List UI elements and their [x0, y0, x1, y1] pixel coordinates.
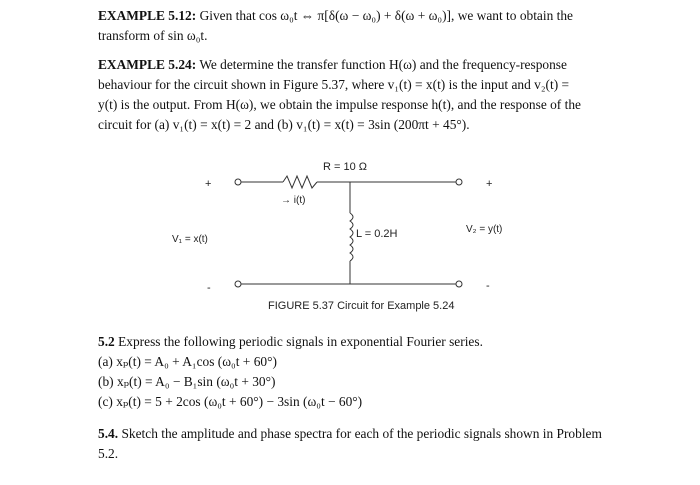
input-plus-sign: + [205, 178, 212, 190]
problem-5-4-heading: 5.4. [98, 426, 119, 441]
figure-caption: FIGURE 5.37 Circuit for Example 5.24 [268, 300, 455, 312]
terminal-bottom-right [456, 281, 462, 287]
problem-5-2-heading: 5.2 [98, 334, 115, 349]
example-5-24-line-4: circuit for (a) v₁(t) = x(t) = 2 and (b) v₁(t) = x(t) = 3sin (200πt + 45°). [98, 117, 470, 132]
current-label: → i(t) [281, 195, 306, 206]
resistor-label: R = 10 Ω [323, 161, 367, 173]
example-5-12-line-1: Given that cos ω₀t ⇔ π[δ(ω − ω₀) + δ(ω + ω₀)], we want to obtain the [199, 8, 573, 23]
output-minus-sign: - [486, 280, 490, 292]
problem-5-4-line-2: 5.2. [98, 446, 119, 461]
problem-5-2-line-1: Express the following periodic signals in exponential Fourier series. [118, 334, 483, 349]
output-plus-sign: + [486, 178, 493, 190]
inductor-label: L = 0.2H [356, 228, 398, 240]
example-5-24-line-2: behaviour for the circuit shown in Figure 5.37, where v₁(t) = x(t) is the input and v₂(t) = [98, 77, 570, 92]
example-5-12-line-2: transform of sin ω₀t. [98, 28, 208, 43]
resistor-symbol [283, 176, 317, 188]
terminal-top-left [235, 179, 241, 185]
input-minus-sign: - [207, 282, 211, 294]
problem-5-4-line-1: Sketch the amplitude and phase spectra for each of the periodic signals shown in Problem [121, 426, 602, 441]
problem-5-4 [98, 424, 628, 464]
example-5-12-heading: EXAMPLE 5.12: [98, 8, 197, 23]
terminal-top-right [456, 179, 462, 185]
input-voltage-label: V₁ = x(t) [172, 234, 208, 245]
inductor-symbol [350, 213, 353, 261]
example-5-24-line-1: We determine the transfer function H(ω) and the frequency-response [199, 57, 567, 72]
output-voltage-label: V₂ = y(t) [466, 224, 503, 235]
problem-5-2-part-c: (c) xₚ(t) = 5 + 2cos (ω₀t + 60°) − 3sin (ω₀t − 60°) [98, 394, 363, 409]
example-5-24-heading: EXAMPLE 5.24: [98, 57, 197, 72]
problem-5-2 [98, 332, 628, 412]
problem-5-2-part-b: (b) xₚ(t) = A₀ − B₁sin (ω₀t + 30°) [98, 374, 276, 389]
problem-5-2-part-a: (a) xₚ(t) = A₀ + A₁cos (ω₀t + 60°) [98, 354, 277, 369]
terminal-bottom-left [235, 281, 241, 287]
example-5-24-line-3: y(t) is the output. From H(ω), we obtain the impulse response h(t), and the response of the [98, 97, 581, 112]
